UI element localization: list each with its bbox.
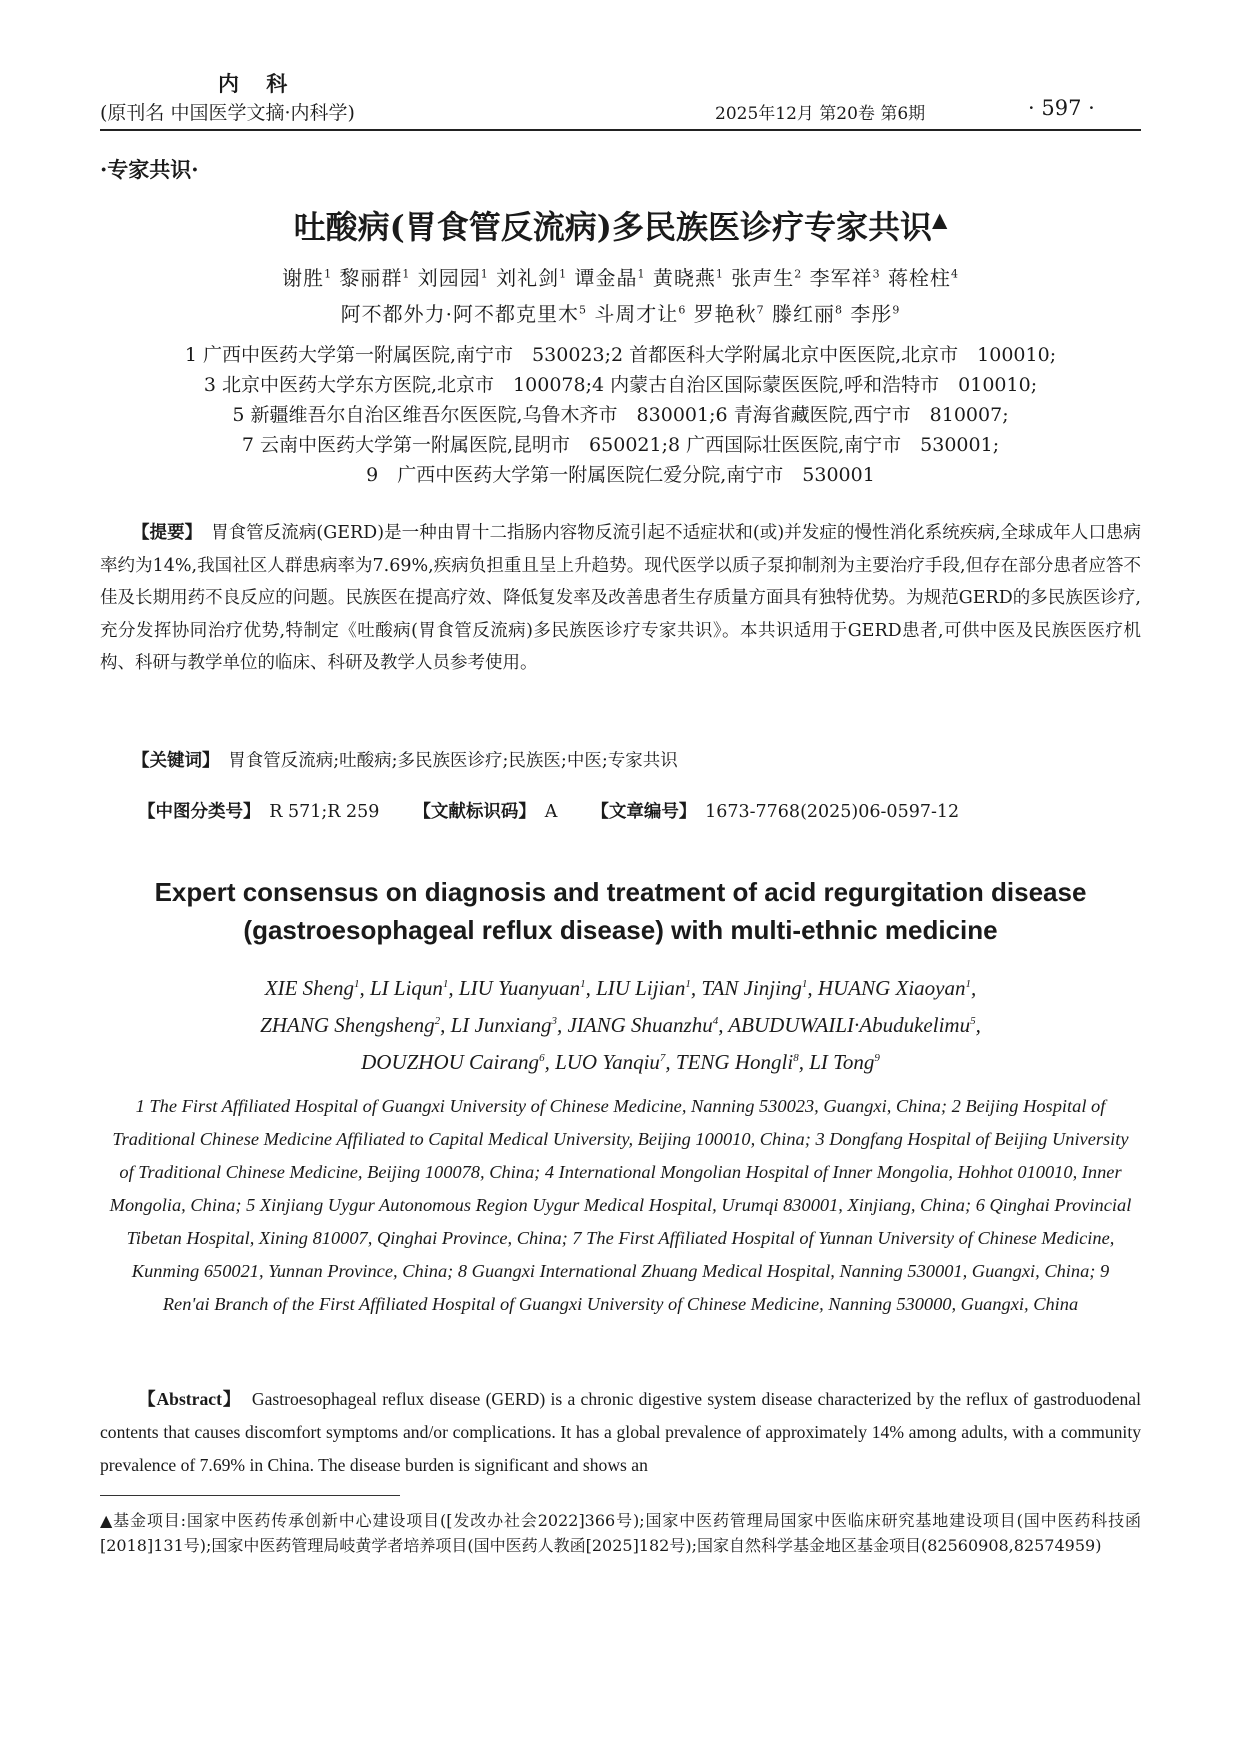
author [728,1013,975,1037]
article-title-cn [100,202,1141,248]
affiliation-number: 3 [551,1015,557,1027]
page-number: · 597 · [1028,96,1095,120]
affiliation-number: 1 [480,267,489,281]
author [596,976,691,1000]
affiliation-number: 1 [965,978,971,990]
article-number-label: 【文章编号】 [591,802,688,822]
author-name: ZHANG Shengsheng [260,1013,435,1037]
keywords-cn [100,745,1141,778]
author [594,302,686,326]
article-number-value: 1673-7768(2025)06-0597-12 [705,802,960,822]
author [772,302,843,326]
author-name: 阿不都外力·阿不都克里木 [340,302,579,326]
affiliation-number: 9 [892,303,901,317]
authors-en-line-1: XIE Sheng$^1$, LI Liqun$^1$, LIU Yuanyuan$^1$, LIU Lijian$^1$, TAN Jinjing$^1$, HUANG Xiaoyan$^1$, [264,976,977,1000]
author [731,266,802,290]
title-text: 吐酸病(胃食管反流病)多民族医诊疗专家共识 [293,208,932,246]
author-name: HUANG Xiaoyan [817,976,966,1000]
clc-value: R 571;R 259 [269,802,380,822]
affiliation-number: 1 [801,978,808,990]
author-name: XIE Sheng [264,976,354,1000]
header-rule [100,129,1141,131]
doc-code-label: 【文献标识码】 [413,802,528,822]
doc-code-value: A [544,802,558,822]
affiliation-number: 5 [970,1015,976,1027]
issue-info: 2025年12月 第20卷 第6期 [715,104,926,124]
author-name: 刘园园 [417,266,481,290]
author [496,266,567,290]
author [676,1050,799,1074]
author [888,266,959,290]
author-name: 李军祥 [809,266,873,290]
author [361,1050,544,1074]
authors-en-line-3: DOUZHOU Cairang$^6$, LUO Yanqiu$^7$, TENG Hongli$^8$, LI Tong$^9$ [361,1050,880,1074]
author-name: DOUZHOU Cairang [361,1050,540,1074]
affiliation-number: 7 [756,303,765,317]
author-name: 蒋栓柱 [887,266,951,290]
author [555,1050,665,1074]
affiliation-number: 1 [685,978,691,990]
author [370,976,448,1000]
classification-line [138,798,959,823]
author [567,1013,718,1037]
author-name: 罗艳秋 [693,302,757,326]
abstract-cn-text: 胃食管反流病(GERD)是一种由胃十二指肠内容物反流引起不适症状和(或)并发症的慢性消化系统疾病,全球成年人口患病率约为14%,我国社区人群患病率为7.69%,疾病负担重且呈上升趋势。现代医学以质子泵抑制剂为主要治疗手段,但存在部分患者应答不佳及长期用药不良反应的问题。民族医在提高疗效、降低复发率及改善患者生存质量方面具有独特优势。为规范GERD的多民族医诊疗,充分发挥协同治疗优势,特制定《吐酸病(胃食管反流病)多民族医诊疗专家共识》。本共识适用于GERD患者,可供中医及民族医医疗机构、科研与教学单位的临床、科研及教学人员参考使用。 [100,523,1141,673]
author-name: LI Junxiang [450,1013,552,1037]
affiliation-number: 4 [712,1015,719,1027]
author [451,1013,557,1037]
funding-mark: ▲ [931,207,948,232]
title-en-line-2: (gastroesophageal reflux disease) with multi-ethnic medicine [243,915,998,945]
author-name: TENG Hongli [675,1050,794,1074]
journal-name: 内 科 [218,71,298,96]
abstract-en-label: 【Abstract】 [138,1389,242,1409]
authors-cn-line-2 [100,298,1141,327]
affiliation-cn-line: 3 北京中医药大学东方医院,北京市 100078;4 内蒙古自治区国际蒙医医院,呼和浩特市 010010; [203,374,1038,396]
author [575,266,646,290]
author [694,302,765,326]
author-name: TAN Jinjing [701,976,802,1000]
author [809,1050,880,1074]
author-name: JIANG Shuanzhu [567,1013,713,1037]
author-name: 谢胜 [282,266,325,290]
article-title-en [100,873,1141,949]
clc-label: 【中图分类号】 [138,802,252,822]
author-name: ABUDUWAILI·Abudukelimu [728,1013,971,1037]
funding-footnote: ▲基金项目:国家中医药传承创新中心建设项目([发改办社会2022]366号);国家中医药管理局国家中医临床研究基地建设项目(国中医药科技函[2018]131号);国家中医药管理局岐黄学者培养项目(国中医药人教函[2025]182号);国家自然科学基金地区基金项目(82560908,82574959) [100,1511,1141,1555]
affiliation-number: 1 [637,267,646,281]
authors-cn-line-1 [100,262,1141,291]
keywords-cn-label: 【关键词】 [132,751,211,771]
author-name: 黄晓燕 [652,266,716,290]
author-name: 斗周才让 [594,302,679,326]
author [810,266,881,290]
affiliation-number: 8 [793,1052,799,1064]
affiliation-number: 1 [580,978,586,990]
affiliation-number: 4 [950,267,959,281]
author-name: LI Tong [809,1050,875,1074]
affiliation-number: 1 [324,267,333,281]
affiliation-number: 1 [402,267,411,281]
author-name: 黎丽群 [339,266,403,290]
author-name: 谭金晶 [574,266,638,290]
keywords-cn-text: 胃食管反流病;吐酸病;多民族医诊疗;民族医;中医;专家共识 [228,751,678,771]
affiliation-number: 6 [678,303,687,317]
affiliation-number: 1 [559,267,568,281]
column-label: ·专家共识· [100,157,199,182]
affiliation-number: 1 [715,267,724,281]
affiliation-cn-line: 1 广西中医药大学第一附属医院,南宁市 530023;2 首都医科大学附属北京中医医院,北京市 100010; [184,344,1057,366]
affiliation-cn-line: 7 云南中医药大学第一附属医院,昆明市 650021;8 广西国际壮医医院,南宁市 530001; [241,434,1000,456]
author-name: 张声生 [731,266,795,290]
footnote-rule [100,1495,400,1496]
affiliation-cn-line: 9 广西中医药大学第一附属医院仁爱分院,南宁市 530001 [366,464,875,486]
affiliation-number: 3 [872,267,881,281]
affiliation-number: 6 [539,1052,545,1064]
affiliation-cn-line: 5 新疆维吾尔自治区维吾尔医医院,乌鲁木齐市 830001;6 青海省藏医院,西宁市 810007; [232,404,1009,426]
author [653,266,724,290]
author [459,976,586,1000]
affiliations-en: 1 The First Affiliated Hospital of Guangxi University of Chinese Medicine, Nanning 530023, Guangxi, China; 2 Beijing Hospital of Traditional Chinese Medicine Affiliated to Capital Medical University, Beijing 100010, China; 3 Dongfang Hospital of Beijing University of Traditional Chinese Medicine, Beijing 100078, China; 4 International Mongolian Hospital of Inner Mongolia, Hohhot 010010, Inner Mongolia, China; 5 Xinjiang Uygur Autonomous Region Uygur Medical Hospital, Urumqi 830001, Xinjiang, China; 6 Qinghai Provincial Tibetan Hospital, Xining 810007, Qinghai Province, China; 7 The First Affiliated Hospital of Yunnan University of Chinese Medicine, Kunming 650021, Yunnan Province, China; 8 Guangxi International Zhuang Medical Hospital, Nanning 530001, Guangxi, China; 9 Ren'ai Branch of the First Affiliated Hospital of Guangxi University of Chinese Medicine, Nanning 530000, Guangxi, China [109,1096,1132,1314]
abstract-cn-label: 【提要】 [132,523,194,543]
abstract-en-text: Gastroesophageal reflux disease (GERD) is a chronic digestive system disease characterized by the reflux of gastroduodenal contents that causes discomfort symptoms and/or complications. It has a global prevalence of approximately 14% among adults, with a community prevalence of 7.69% in China. The disease burden is significant and shows an [100,1389,1141,1475]
title-en-line-1: Expert consensus on diagnosis and treatment of acid regurgitation disease [154,877,1087,907]
author-name: 滕红丽 [772,302,836,326]
author [260,1013,440,1037]
author [341,302,587,326]
affiliation-number: 5 [578,303,587,317]
abstract-cn [100,517,1141,680]
author-name: 李彤 [850,302,893,326]
author [265,976,360,1000]
author-name: 刘礼剑 [496,266,560,290]
author [701,976,807,1000]
author-name: LIU Yuanyuan [458,976,581,1000]
author [818,976,971,1000]
affiliation-number: 2 [434,1015,441,1027]
author-name: LI Liqun [369,976,443,1000]
author [418,266,489,290]
journal-subtitle: (原刊名 中国医学文摘·内科学) [100,102,355,124]
authors-en-line-2: ZHANG Shengsheng$^2$, LI Junxiang$^3$, JIANG Shuanzhu$^4$, ABUDUWAILI·Abudukelimu$^5$, [260,1013,981,1037]
author [339,266,410,290]
affiliation-number: 1 [442,978,449,990]
author [850,302,900,326]
affiliation-number: 7 [659,1052,666,1064]
affiliation-number: 9 [874,1052,880,1064]
abstract-en [100,1383,1141,1482]
affiliation-number: 1 [353,978,360,990]
author-name: LUO Yanqiu [555,1050,660,1074]
author [282,266,332,290]
affiliation-number: 2 [794,267,803,281]
affiliation-number: 8 [835,303,844,317]
author-name: LIU Lijian [596,976,686,1000]
